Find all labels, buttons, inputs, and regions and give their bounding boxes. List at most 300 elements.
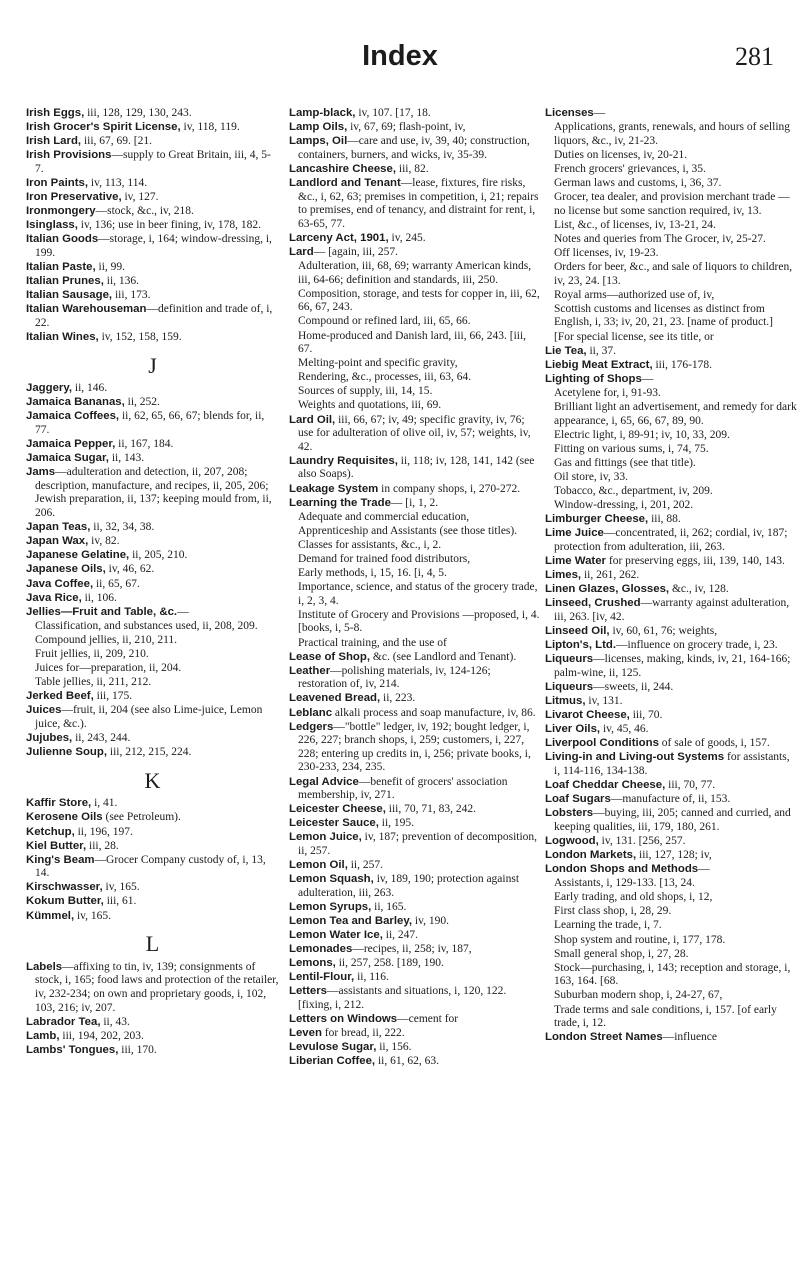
entry-headword: Java Coffee, xyxy=(26,577,94,590)
entry-headword: Limburger Cheese, xyxy=(545,513,649,526)
index-subentry: Juices for—preparation, ii, 204. xyxy=(35,662,182,675)
index-entry xyxy=(545,793,798,807)
entry-headword: Kirschwasser, xyxy=(26,881,103,894)
index-entry xyxy=(26,303,279,330)
entry-references: ii, 247. xyxy=(382,929,419,942)
index-subentry: Composition, storage, and tests for copper in, iii, 62, 66, 67, 243. xyxy=(298,287,540,314)
entry-references: for preserving eggs, iii, 139, 140, 143. xyxy=(605,555,785,567)
entry-references: ii, 116. xyxy=(354,971,389,984)
entry-headword: Leakage System xyxy=(289,482,379,495)
entry-references: —licenses, making, kinds, iv, 21, 164-166; palm-wine, ii, 125. xyxy=(554,653,791,679)
entry-headword: Legal Advice xyxy=(289,775,359,788)
index-subentry: Off licenses, iv, 19-23. xyxy=(554,246,659,259)
entry-headword: Leicester Cheese, xyxy=(289,803,386,816)
index-entry xyxy=(289,497,542,511)
index-subentry: Compound or refined lard, iii, 65, 66. xyxy=(298,315,471,328)
entry-references: alkali process and soap manufacture, iv, 86. xyxy=(332,706,536,719)
entry-references: iv, 165. xyxy=(74,909,112,922)
index-entry xyxy=(26,840,279,854)
entry-references: —polishing materials, iv, 124-126; restoration of, iv, 214. xyxy=(298,664,491,691)
page-number: 281 xyxy=(735,42,774,71)
entry-headword: Lemons, xyxy=(289,957,336,970)
entry-headword: London Markets, xyxy=(545,848,637,861)
index-entry xyxy=(289,232,542,246)
index-subentry: Learning the trade, i, 7. xyxy=(554,919,662,932)
index-subentry: Sources of supply, iii, 14, 15. xyxy=(298,385,433,398)
index-entry xyxy=(289,803,542,817)
index-subentry: French grocers' grievances, i, 35. xyxy=(554,162,706,175)
entry-references: ii, 143. xyxy=(108,452,145,465)
entry-headword: Letters xyxy=(289,985,327,998)
entry-headword: Lobsters xyxy=(545,807,594,820)
entry-references: iv, 60, 61, 76; weights, xyxy=(609,624,718,637)
entry-references: iv, 118, 119. xyxy=(180,121,240,134)
entry-references: ii, 43. xyxy=(100,1015,130,1028)
entry-headword: Jaggery, xyxy=(26,382,73,395)
index-subentry: Oil store, iv, 33. xyxy=(554,470,628,483)
entry-references: iv, 131. [256, 257. xyxy=(598,834,686,847)
index-entry xyxy=(289,901,542,915)
entry-references: for bread, ii, 222. xyxy=(321,1027,405,1040)
index-entry xyxy=(545,107,798,121)
entry-references: iv, 131. xyxy=(585,694,623,707)
entry-references: iv, 245. xyxy=(388,231,426,244)
entry-references: ii, 196, 197. xyxy=(74,825,133,838)
index-entry xyxy=(26,549,279,563)
index-entry xyxy=(26,826,279,840)
entry-headword: Larceny Act, 1901, xyxy=(289,231,389,244)
entry-references: ii, 165. xyxy=(371,900,407,913)
entry-headword: Letters on Windows xyxy=(289,1013,398,1026)
entry-headword: Lemon Tea and Barley, xyxy=(289,914,413,927)
index-entry xyxy=(26,1044,279,1058)
entry-references: —lease, fixtures, fire risks, &c., i, 62, 63; premises in competition, i, 21; repairs to premises, end of tenancy, and distraint for rent, i, 63-65, 77. xyxy=(298,176,539,230)
entry-headword: Lambs' Tongues, xyxy=(26,1043,119,1056)
entry-references: ii, 106. xyxy=(81,591,117,604)
entry-references: iv, 46, 62. xyxy=(105,563,155,576)
index-entry xyxy=(545,751,798,778)
index-entry xyxy=(289,721,542,775)
entry-headword: Liebig Meat Extract, xyxy=(545,358,653,371)
entry-references: ii, 118; iv, 128, 141, 142 (see also Soaps). xyxy=(298,454,535,481)
index-subentry: Gas and fittings (see that title). xyxy=(554,456,696,469)
entry-references: iii, 28. xyxy=(86,839,119,852)
entry-references: ii, 62, 65, 66, 67; blends for, ii, 77. xyxy=(35,410,265,436)
entry-headword: London Street Names xyxy=(545,1031,663,1044)
entry-headword: Lemon Syrups, xyxy=(289,900,372,913)
entry-references: &c., iv, 128. xyxy=(669,583,729,596)
entry-references: —influence xyxy=(662,1031,718,1044)
entry-references: iii, 70, 71, 83, 242. xyxy=(385,803,476,816)
entry-headword: Logwood, xyxy=(545,834,599,847)
index-entry xyxy=(26,149,279,176)
index-column-1 xyxy=(26,107,279,1058)
index-entry xyxy=(289,1055,542,1069)
entry-references: ii, 99. xyxy=(95,261,126,274)
section-letter: J xyxy=(148,352,157,378)
entry-headword: Irish Provisions xyxy=(26,149,112,162)
index-entry xyxy=(545,695,798,709)
index-entry xyxy=(289,692,542,706)
index-subentry: Early trading, and old shops, i, 12, xyxy=(554,891,713,904)
entry-headword: Iron Preservative, xyxy=(26,191,122,204)
entry-headword: Italian Sausage, xyxy=(26,289,113,302)
entry-headword: Italian Paste, xyxy=(26,261,96,274)
entry-headword: Japanese Oils, xyxy=(26,563,106,576)
entry-references: —adulteration and detection, ii, 207, 208; description, manufacture, and recipes, ii, 205, 206; Jewish preparation, ii, 137; keeping mould from, ii, 206. xyxy=(35,466,272,520)
index-entry xyxy=(289,929,542,943)
index-subentry: Melting-point and specific gravity, xyxy=(298,357,458,370)
index-entry xyxy=(545,583,798,597)
entry-headword: Jams xyxy=(26,466,56,479)
index-entry xyxy=(26,135,279,149)
entry-references: iv, 187; prevention of decomposition, ii, 257. xyxy=(298,831,538,857)
index-entry xyxy=(26,1016,279,1030)
index-subentry: Adequate and commercial education, xyxy=(298,510,470,523)
index-entry xyxy=(26,219,279,233)
index-entry xyxy=(26,521,279,535)
entry-references: —"bottle" ledger, iv, 192; bought ledger, i, 226, 227; branch shops, i, 259; customers, i, 227, 228; entering up credits in, i, 256; private books, i, 230-233, 234, 235. xyxy=(298,720,531,774)
entry-headword: Lamb, xyxy=(26,1029,60,1042)
index-entry xyxy=(545,373,798,387)
entry-headword: Irish Lard, xyxy=(26,135,82,148)
index-entry xyxy=(289,776,542,803)
index-entry xyxy=(289,1013,542,1027)
index-entry xyxy=(26,746,279,760)
entry-headword: Liberian Coffee, xyxy=(289,1055,376,1068)
entry-headword: Lancashire Cheese, xyxy=(289,162,396,175)
index-subentry: Classification, and substances used, ii, 208, 209. xyxy=(35,619,258,632)
section-letter: K xyxy=(144,767,161,793)
entry-references: ii, 261, 262. xyxy=(581,569,640,582)
index-entry xyxy=(545,681,798,695)
index-subentry: Electric light, i, 89-91; iv, 10, 33, 209. xyxy=(554,428,730,441)
index-subentry: Demand for trained food distributors, xyxy=(298,553,471,565)
index-subentry: Apprenticeship and Assistants (see those titles). xyxy=(298,524,518,537)
index-subentry: Classes for assistants, &c., i, 2. xyxy=(298,538,442,551)
entry-references: iii, 128, 129, 130, 243. xyxy=(84,107,192,119)
entry-references: ii, 136. xyxy=(103,275,140,288)
index-entry xyxy=(289,971,542,985)
entry-headword: Litmus, xyxy=(545,694,586,707)
index-entry xyxy=(26,289,279,303)
entry-headword: King's Beam xyxy=(26,853,95,866)
entry-references: ii, 156. xyxy=(376,1041,412,1054)
index-entry xyxy=(26,535,279,549)
entry-references: iii, 70, 77. xyxy=(665,779,716,791)
index-entry xyxy=(26,177,279,191)
index-entry xyxy=(26,895,279,909)
index-entry xyxy=(26,438,279,452)
index-entry xyxy=(289,177,542,231)
index-subentry: Rendering, &c., processes, iii, 63, 64. xyxy=(298,371,472,384)
index-entry xyxy=(289,831,542,858)
index-subentry: Brilliant light an advertisement, and remedy for dark appearance, i, 65, 66, 67, 89, 90. xyxy=(554,400,797,427)
index-entry xyxy=(545,653,798,680)
index-entry xyxy=(545,513,798,527)
entry-headword: Lemon Water Ice, xyxy=(289,929,383,942)
index-subentry: Stock—purchasing, i, 143; reception and storage, i, 163, 164. [68. xyxy=(554,961,791,988)
index-entry xyxy=(545,863,798,877)
entry-headword: Italian Wines, xyxy=(26,331,99,343)
index-entry xyxy=(289,121,542,135)
index-subentry: Trade terms and sale conditions, i, 157. [of early trade, i, 12. xyxy=(554,1003,777,1030)
entry-references: iii, 176-178. xyxy=(652,358,713,371)
entry-references: —care and use, iv, 39, 40; construction, containers, burners, and wicks, iv, 35-39. xyxy=(298,135,530,161)
entry-headword: Linseed Oil, xyxy=(545,624,610,637)
index-entry xyxy=(289,859,542,873)
index-entry xyxy=(26,452,279,466)
index-entry xyxy=(545,1031,798,1045)
entry-headword: Lemon Juice, xyxy=(289,831,362,844)
entry-headword: Lemon Oil, xyxy=(289,859,348,872)
entry-headword: Lamp Oils, xyxy=(289,121,348,134)
entry-headword: Italian Warehouseman xyxy=(26,303,147,316)
index-column-2 xyxy=(289,107,542,1069)
entry-headword: Italian Goods xyxy=(26,233,99,246)
entry-references: ii, 65, 67. xyxy=(93,577,140,590)
index-entry xyxy=(26,191,279,205)
entry-references: ii, 243, 244. xyxy=(72,732,131,745)
index-entry xyxy=(545,527,798,554)
entry-headword: Ironmongery xyxy=(26,205,96,218)
entry-headword: Landlord and Tenant xyxy=(289,176,401,189)
entry-headword: Jamaica Sugar, xyxy=(26,452,109,465)
index-entry xyxy=(289,707,542,721)
entry-references: iii, 194, 202, 203. xyxy=(59,1029,144,1042)
index-entry xyxy=(545,709,798,723)
index-subentry: First class shop, i, 28, 29. xyxy=(554,905,672,918)
index-entry xyxy=(289,957,542,971)
entry-references: —recipes, ii, 258; iv, 187, xyxy=(352,943,472,956)
entry-references: iii, 67, 69. [21. xyxy=(81,135,152,148)
entry-references: iii, 88. xyxy=(648,513,681,526)
index-entry xyxy=(289,943,542,957)
entry-references: iv, 67, 69; flash-point, iv, xyxy=(347,121,466,134)
entry-headword: Labels xyxy=(26,960,63,973)
entry-headword: Lipton's, Ltd. xyxy=(545,639,617,652)
index-entry xyxy=(289,1027,542,1041)
index-subentry: List, &c., of licenses, iv, 13-21, 24. xyxy=(554,218,716,231)
entry-headword: Labrador Tea, xyxy=(26,1015,101,1028)
index-entry xyxy=(545,737,798,751)
entry-headword: Jamaica Pepper, xyxy=(26,438,116,451)
index-subentry: Tobacco, &c., department, iv, 209. xyxy=(554,485,713,498)
entry-headword: Liverpool Conditions xyxy=(545,737,659,750)
entry-references: iii, 70. xyxy=(629,709,663,722)
entry-references: iv, 82. xyxy=(88,535,120,548)
entry-references: iii, 82. xyxy=(396,162,429,175)
index-entry xyxy=(26,732,279,746)
index-entry xyxy=(545,723,798,737)
entry-headword: Jamaica Coffees, xyxy=(26,410,120,423)
entry-headword: Kiel Butter, xyxy=(26,839,87,852)
index-entry xyxy=(26,854,279,881)
entry-references: ii, 223. xyxy=(380,692,416,705)
index-entry xyxy=(545,835,798,849)
index-subentry: Duties on licenses, iv, 20-21. xyxy=(554,148,688,161)
index-entry xyxy=(289,414,542,455)
index-entry xyxy=(26,606,279,620)
entry-references: —assistants and situations, i, 120, 122. [fixing, i, 212. xyxy=(298,985,507,1011)
index-entry xyxy=(289,665,542,692)
entry-headword: Jerked Beef, xyxy=(26,690,94,703)
index-entry xyxy=(26,563,279,577)
entry-references: —affixing to tin, iv, 139; consignments of stock, i, 165; food laws and protection of the retailer, iv, 232-234; on own and proprietary goods, i, 102, 103, 216; iv, 207. xyxy=(35,960,279,1014)
entry-headword: Liver Oils, xyxy=(545,723,601,736)
index-subentry: German laws and customs, i, 36, 37. xyxy=(554,176,722,189)
entry-headword: Learning the Trade xyxy=(289,496,391,509)
index-subentry: Scottish customs and licenses as distinct from English, i, 33; iv, 20, 21, 23. [name of product.] xyxy=(554,302,773,329)
entry-references: ii, 205, 210. xyxy=(129,549,188,562)
index-entry xyxy=(26,205,279,219)
entry-headword: Leather xyxy=(289,664,331,677)
entry-headword: Liqueurs xyxy=(545,653,594,666)
entry-references: iii, 173. xyxy=(112,289,151,302)
index-subentry: Suburban modern shop, i, 24-27, 67, xyxy=(554,989,723,1002)
index-entry xyxy=(289,163,542,177)
index-entry xyxy=(26,578,279,592)
entry-headword: Lighting of Shops xyxy=(545,372,642,385)
entry-references: ii, 257, 258. [189, 190. xyxy=(335,957,444,970)
index-entry xyxy=(289,873,542,900)
entry-references: ii, 167, 184. xyxy=(115,438,174,451)
entry-headword: Lemon Squash, xyxy=(289,873,374,886)
entry-headword: Lard xyxy=(289,245,314,258)
entry-headword: Licenses xyxy=(545,107,594,119)
entry-headword: Leicester Sauce, xyxy=(289,817,379,830)
entry-references: — xyxy=(641,372,654,385)
index-subentry: Applications, grants, renewals, and hours of selling liquors, &c., iv, 21-23. xyxy=(554,121,791,147)
entry-references: ii, 257. xyxy=(347,859,383,872)
entry-headword: Juices xyxy=(26,704,62,717)
index-entry xyxy=(26,797,279,811)
entry-references: ii, 146. xyxy=(72,382,108,395)
entry-headword: Limes, xyxy=(545,569,582,582)
entry-headword: Linen Glazes, Glosses, xyxy=(545,583,670,596)
index-entry xyxy=(26,107,279,121)
index-subentry: [For special license, see its title, or xyxy=(554,330,714,343)
entry-references: — xyxy=(593,107,606,119)
entry-headword: Jamaica Bananas, xyxy=(26,396,125,409)
entry-headword: Kaffir Store, xyxy=(26,797,92,810)
entry-references: ii, 61, 62, 63. xyxy=(375,1055,439,1068)
entry-headword: Italian Prunes, xyxy=(26,275,104,288)
entry-headword: Isinglass, xyxy=(26,219,78,232)
index-entry xyxy=(26,704,279,731)
entry-headword: Jellies—Fruit and Table, &c. xyxy=(26,605,178,618)
entry-headword: Irish Grocer's Spirit License, xyxy=(26,121,181,134)
entry-references: —influence on grocery trade, i, 23. xyxy=(616,639,778,652)
index-entry xyxy=(26,466,279,520)
entry-headword: Kümmel, xyxy=(26,909,75,922)
entry-references: iii, 66, 67; iv, 49; specific gravity, iv, 76; use for adulteration of olive oil, iv, 57; weights, iv, 42. xyxy=(298,413,531,453)
entry-headword: Lemonades xyxy=(289,943,353,956)
entry-references: iv, 190. xyxy=(412,914,449,927)
entry-headword: Irish Eggs, xyxy=(26,107,85,119)
entry-headword: Lie Tea, xyxy=(545,344,587,357)
entry-references: iv, 113, 114. xyxy=(88,176,148,189)
entry-references: iii, 61. xyxy=(103,895,137,908)
entry-references: —warranty against adulteration, iii, 263. [iv, 42. xyxy=(554,597,790,623)
index-subentry: Orders for beer, &c., and sale of liquors to children, iv, 23, 24. [13. xyxy=(554,261,793,287)
index-entry xyxy=(545,345,798,359)
index-entry xyxy=(26,233,279,260)
entry-headword: Levulose Sugar, xyxy=(289,1041,377,1054)
entry-references: —storage, i, 164; window-dressing, i, 199. xyxy=(35,233,272,259)
entry-references: — xyxy=(698,863,710,876)
index-entry xyxy=(289,1041,542,1055)
entry-references: (see Petroleum). xyxy=(102,811,181,824)
index-entry xyxy=(26,396,279,410)
entry-references: iii, 127, 128; iv, xyxy=(636,848,712,861)
entry-references: iv, 189, 190; protection against adulteration, iii, 263. xyxy=(298,873,520,899)
index-entry xyxy=(26,881,279,895)
entry-references: iv, 107. [17, 18. xyxy=(355,107,431,119)
index-entry xyxy=(545,849,798,863)
entry-headword: Julienne Soup, xyxy=(26,746,108,759)
index-subentry: Institute of Grocery and Provisions —proposed, i, 4. [books, i, 5-8. xyxy=(298,608,540,635)
entry-references: —supply to Great Britain, iii, 4, 5-7. xyxy=(35,149,271,175)
index-subentry: Practical training, and the use of xyxy=(298,636,447,649)
index-entry xyxy=(545,779,798,793)
index-subentry: Window-dressing, i, 201, 202. xyxy=(554,499,694,512)
index-entry xyxy=(545,807,798,834)
entry-headword: Leavened Bread, xyxy=(289,692,381,705)
entry-references: iv, 136; use in beer fining, iv, 178, 182. xyxy=(77,219,262,232)
entry-headword: Lard Oil, xyxy=(289,413,336,426)
entry-references: —stock, &c., iv, 218. xyxy=(95,205,194,218)
entry-headword: Laundry Requisites, xyxy=(289,454,398,467)
entry-headword: Livarot Cheese, xyxy=(545,709,630,722)
index-entry xyxy=(289,651,542,665)
entry-references: iv, 127. xyxy=(121,191,159,204)
entry-references: iii, 212, 215, 224. xyxy=(107,746,192,759)
index-entry xyxy=(545,625,798,639)
index-entry xyxy=(26,910,279,924)
entry-references: — [again, iii, 257. xyxy=(313,245,399,258)
index-subentry: Table jellies, ii, 211, 212. xyxy=(35,676,152,689)
index-entry xyxy=(545,555,798,569)
index-entry xyxy=(26,382,279,396)
index-entry xyxy=(289,985,542,1012)
entry-references: ii, 37. xyxy=(586,344,616,357)
index-subentry: Compound jellies, ii, 210, 211. xyxy=(35,633,178,646)
entry-references: —benefit of grocers' association membership, iv, 271. xyxy=(298,775,508,802)
index-subentry: Weights and quotations, iii, 69. xyxy=(298,399,442,412)
index-entry xyxy=(289,135,542,162)
index-entry xyxy=(289,483,542,497)
index-column-3 xyxy=(545,107,798,1045)
entry-headword: Ketchup, xyxy=(26,825,75,838)
index-entry xyxy=(545,569,798,583)
entry-references: —sweets, ii, 244. xyxy=(593,680,674,693)
section-letter: L xyxy=(145,931,160,957)
index-entry xyxy=(26,275,279,289)
index-entry xyxy=(26,811,279,825)
entry-headword: Lamps, Oil xyxy=(289,135,348,148)
index-subentry: Home-produced and Danish lard, iii, 66, 243. [iii, 67. xyxy=(298,329,527,356)
entry-headword: Java Rice, xyxy=(26,591,82,604)
entry-headword: Lime Water xyxy=(545,555,606,567)
entry-headword: Kerosene Oils xyxy=(26,811,103,824)
index-entry xyxy=(289,107,542,121)
index-entry xyxy=(26,961,279,1015)
entry-references: —cement for xyxy=(397,1013,459,1026)
entry-headword: Leven xyxy=(289,1027,322,1040)
index-entry xyxy=(289,915,542,929)
entry-references: ii, 195. xyxy=(378,817,415,830)
